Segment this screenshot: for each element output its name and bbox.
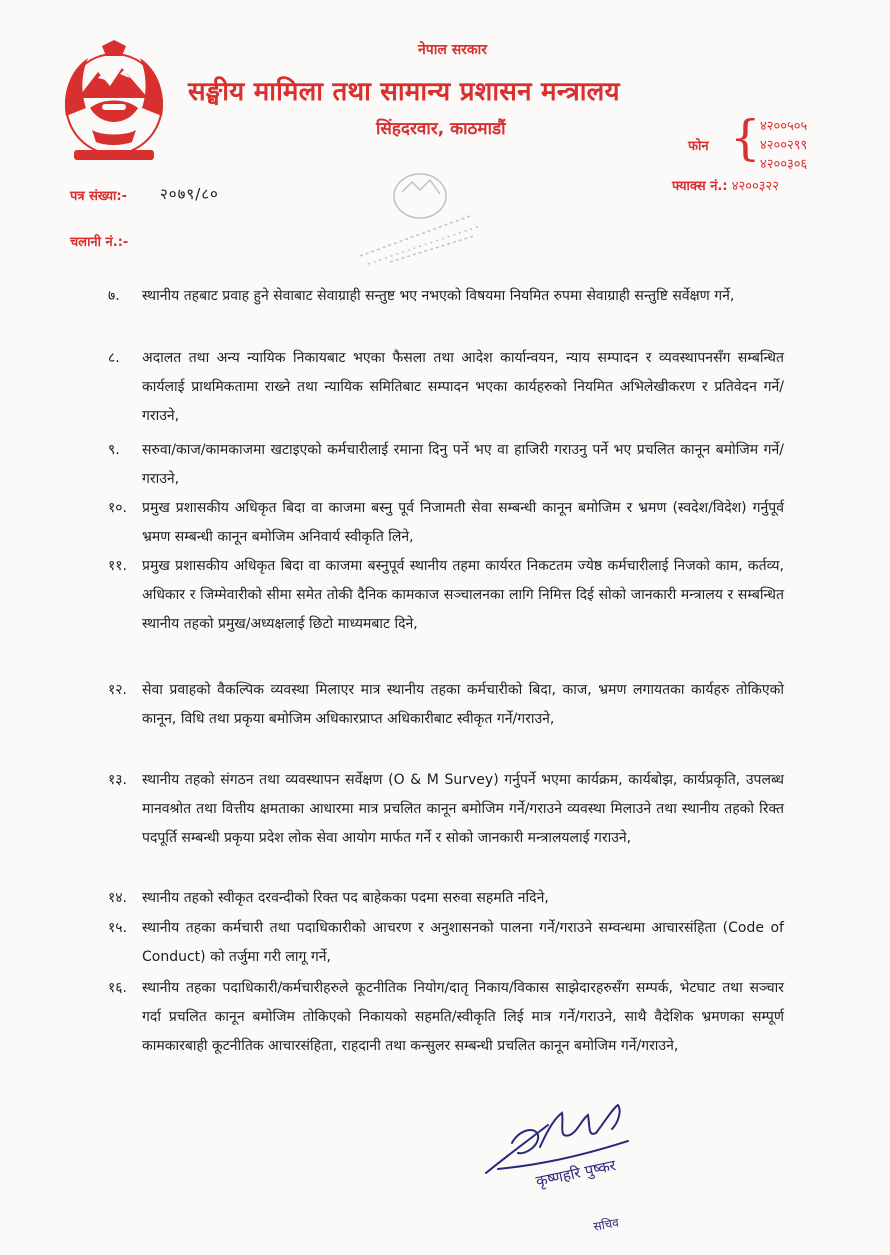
fax-number: ४२००३२२ xyxy=(731,179,780,194)
item-text: सरुवा/काज/कामकाजमा खटाइएको कर्मचारीलाई रमाना दिनु पर्ने भए वा हाजिरी गराउनु पर्ने भए प्रचलित कानून बमोजिम गर्ने/गराउने, xyxy=(142,442,784,487)
item-number: १४. xyxy=(108,890,128,906)
list-item xyxy=(108,914,784,972)
ministry-name: सङ्घीय मामिला तथा सामान्य प्रशासन मन्त्रालय xyxy=(188,77,620,107)
item-number: १३. xyxy=(108,772,128,788)
list-item xyxy=(108,974,784,1061)
list-item xyxy=(108,494,784,552)
item-number: ८. xyxy=(108,350,120,366)
list-item xyxy=(108,344,784,431)
item-number: ७. xyxy=(108,288,120,304)
brace-icon: { xyxy=(730,110,761,166)
item-text: अदालत तथा अन्य न्यायिक निकायबाट भएका फैसला तथा आदेश कार्यान्वयन, न्याय सम्पादन र व्यवस्थापनसँग सम्बन्धित कार्यलाई प्राथमिकतामा राख्ने तथा न्यायिक समितिबाट सम्पादन भएका कार्यहरुको नियमित अभिलेखीकरण र प्रतिवेदन गर्ने/गराउने, xyxy=(142,350,784,424)
ministry-address: सिंहदरवार, काठमाडौं xyxy=(376,119,506,139)
list-item xyxy=(108,282,784,311)
item-text: स्थानीय तहको संगठन तथा व्यवस्थापन सर्वेक्षण (O & M Survey) गर्नुपर्ने भएमा कार्यक्रम, कार्यबोझ, कार्यप्रकृति, उपलब्ध मानवश्रोत तथा वित्तीय क्षमताका आधारमा मात्र प्रचलित कानून बमोजिम गर्ने/गराउने व्यवस्था मिलाउने तथा स्थानीय तहको रिक्त पदपूर्ति सम्बन्धी प्रकृया प्रदेश लोक सेवा आयोग मार्फत गर्ने र सोको जानकारी मन्त्रालयलाई गराउने, xyxy=(142,772,784,846)
item-text: सेवा प्रवाहको वैकल्पिक व्यवस्था मिलाएर मात्र स्थानीय तहका कर्मचारीको बिदा, काज, भ्रमण लगायतका कार्यहरु तोकिएको कानून, विधि तथा प्रकृया बमोजिम अधिकारप्राप्त अधिकारीबाट स्वीकृत गर्ने/गराउने, xyxy=(142,682,784,727)
item-text: प्रमुख प्रशासकीय अधिकृत बिदा वा काजमा बस्नुपूर्व स्थानीय तहमा कार्यरत निकटतम ज्येष्ठ कर्मचारीलाई निजको काम, कर्तव्य, अधिकार र जिम्मेवारीको सीमा समेत तोकी दैनिक कामकाज सञ्चालनका लागि निमित्त दिई सोको जानकारी मन्त्रालय र सम्बन्धित स्थानीय तहको प्रमुख/अध्यक्षलाई छिटो माध्यमबाट दिने, xyxy=(142,558,784,632)
signatory-designation: सचिव xyxy=(592,1215,620,1234)
phone-number: ४२००५०५ xyxy=(760,119,808,134)
item-number: १५. xyxy=(108,920,128,936)
letter-number-label: पत्र संख्या:- xyxy=(70,189,127,204)
phone-number: ४२००२९९ xyxy=(760,138,808,153)
item-number: ९. xyxy=(108,442,120,458)
fax-label: फ्याक्स नं.: xyxy=(672,179,728,194)
item-number: १६. xyxy=(108,980,128,996)
item-number: १२. xyxy=(108,682,128,698)
list-item xyxy=(108,766,784,853)
list-item xyxy=(108,676,784,734)
item-text: स्थानीय तहबाट प्रवाह हुने सेवाबाट सेवाग्राही सन्तुष्ट भए नभएको विषयमा नियमित रुपमा सेवाग्राही सन्तुष्टि सर्वेक्षण गर्ने, xyxy=(142,288,735,304)
letter-number: २०७९/८० xyxy=(160,185,219,203)
item-text: स्थानीय तहको स्वीकृत दरवन्दीको रिक्त पद बाहेकका पदमा सरुवा सहमति नदिने, xyxy=(142,890,549,906)
dispatch-number-label: चलानी नं.:- xyxy=(70,235,129,250)
phone-label: फोन xyxy=(688,139,709,154)
item-number: ११. xyxy=(108,558,128,574)
item-number: १०. xyxy=(108,500,128,516)
government-name: नेपाल सरकार xyxy=(418,42,488,58)
item-text: स्थानीय तहका पदाधिकारी/कर्मचारीहरुले कूटनीतिक नियोग/दातृ निकाय/विकास साझेदारहरुसँग सम्पर्क, भेटघाट तथा सञ्चार गर्दा प्रचलित कानून बमोजिम तोकिएको निकायको सहमति/स्वीकृति लिई मात्र गर्ने/गराउने, साथै वैदेशिक भ्रमणका सम्पूर्ण कामकारबाही कूटनीतिक आचारसंहिता, राहदानी तथा कन्सुलर सम्बन्धी प्रचलित कानून बमोजिम गर्ने/गराउने, xyxy=(142,980,784,1054)
list-item xyxy=(108,552,784,639)
signatory-name: कृष्णहरि पुष्कर xyxy=(534,1156,618,1191)
item-text: स्थानीय तहका कर्मचारी तथा पदाधिकारीको आचरण र अनुशासनको पालना गर्ने/गराउने सम्वन्धमा आचारसंहिता (Code of Conduct) को तर्जुमा गरी लागू गर्ने, xyxy=(142,920,784,965)
list-item xyxy=(108,436,784,494)
phone-number: ४२००३०६ xyxy=(760,157,808,172)
list-item xyxy=(108,884,784,913)
item-text: प्रमुख प्रशासकीय अधिकृत बिदा वा काजमा बस्नु पूर्व निजामती सेवा सम्बन्धी कानून बमोजिम र भ्रमण (स्वदेश/विदेश) गर्नुपूर्व भ्रमण सम्बन्धी कानून बमोजिम अनिवार्य स्वीकृति लिने, xyxy=(142,500,784,545)
